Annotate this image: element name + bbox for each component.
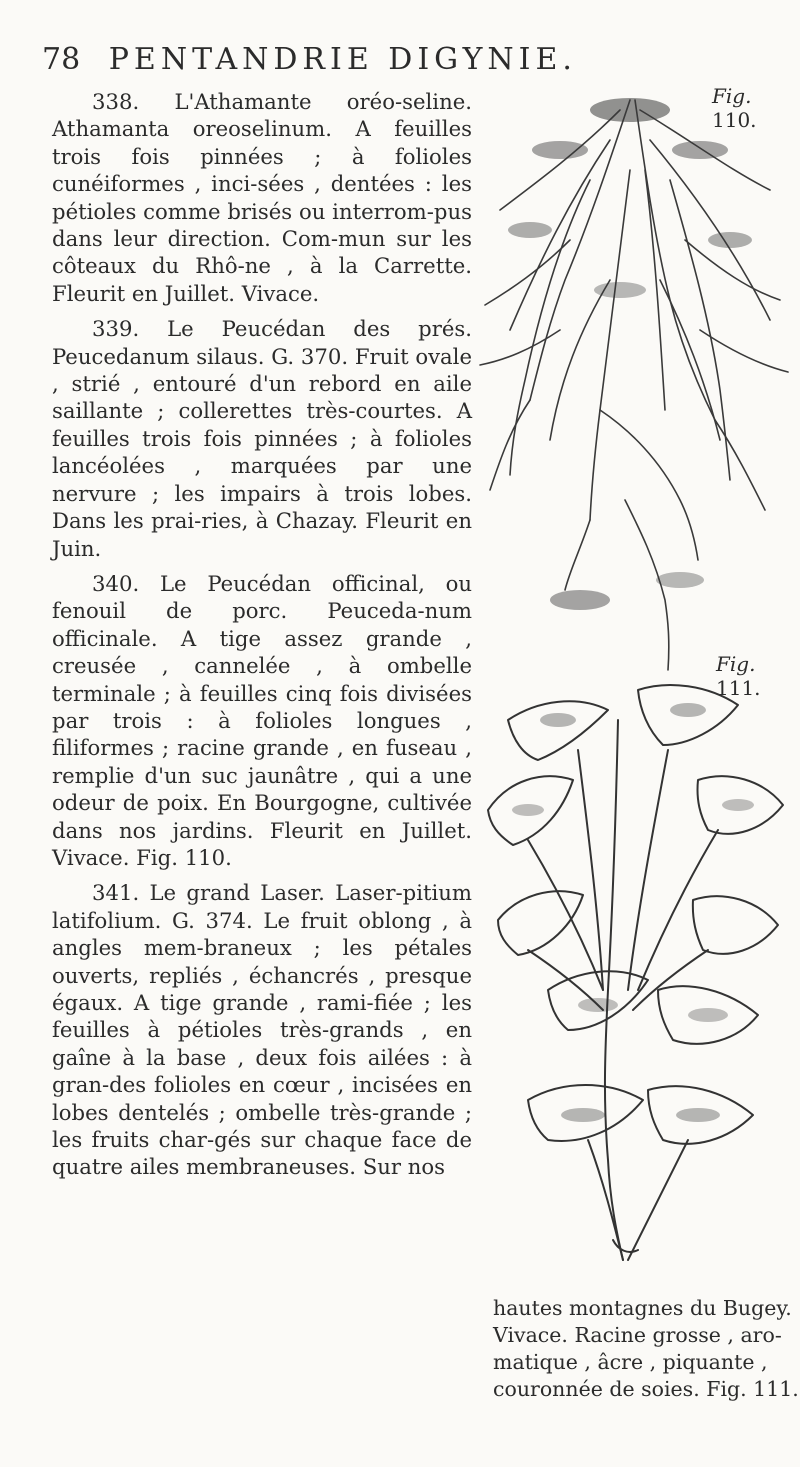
- fig-110-number: 110.: [712, 108, 757, 132]
- running-header: [42, 42, 782, 77]
- caption-line: Vivace. Racine grosse , aro-: [493, 1323, 782, 1347]
- fig-110-prefix: Fig.: [712, 84, 752, 108]
- fig-111-leaves: [488, 685, 783, 1260]
- fig-110-leaves: [480, 100, 788, 670]
- text-column: [52, 88, 472, 1189]
- fig-111-shading: [512, 703, 754, 1122]
- fig-110-illustration: [470, 80, 800, 680]
- entry-341: 341. Le grand Laser. Laser-pitium latifolium. G. 374. Le fruit oblong , à angles mem-braneux ; les pétales ouverts, repliés , échancrés , presque égaux. A tige grande , rami-fiée ; les feuilles à pétioles très-grands , en gaîne à la base , deux fois ailées : à gran-des folioles en cœur , incisées en lobes dentelés ; ombelle très-grande ; les fruits char-gés sur chaque face de quatre ailes membraneuses. Sur nos: [52, 880, 472, 1180]
- caption-line: hautes montagnes du Bugey.: [493, 1296, 792, 1320]
- page-number: 78: [42, 42, 81, 77]
- entry-340: 340. Le Peucédan officinal, ou fenouil de porc. Peuceda-num officinale. A tige assez grande , creusée , cannelée , à ombelle terminale ; à feuilles cinq fois divisées par trois : à folioles longues , filiformes ; racine grande , en fuseau , remplie d'un suc jaunâtre , qui a une odeur de poix. En Bourgogne, cultivée dans nos jardins. Fleurit en Juillet. Vivace. Fig. 110.: [52, 570, 472, 870]
- entry-339: 339. Le Peucédan des prés. Peucedanum silaus. G. 370. Fruit ovale , strié , entouré d'un rebord en aile saillante ; collerettes très-courtes. A feuilles trois fois pinnées ; à folioles lancéolées , marquées par une nervure ; les impairs à trois lobes. Dans les prai-ries, à Chazay. Fleurit en Juin.: [52, 316, 472, 561]
- entry-338: 338. L'Athamante oréo-seline. Athamanta oreoselinum. A feuilles trois fois pinnées ; à folioles cunéiformes , inci-sées , dentées : les pétioles comme brisés ou interrom-pus dans leur direction. Com-mun sur les côteaux du Rhô-ne , à la Carrette. Fleurit en Juillet. Vivace.: [52, 89, 472, 306]
- fig-111-caption: [493, 1295, 799, 1403]
- caption-line: couronnée de soies. Fig. 111.: [493, 1377, 799, 1401]
- running-title: PENTANDRIE DIGYNIE.: [108, 42, 577, 77]
- fig-111-number: 111.: [716, 676, 761, 700]
- fig-111-illustration: [468, 660, 798, 1290]
- fig-111-prefix: Fig.: [716, 652, 756, 676]
- caption-line: matique , âcre , piquante ,: [493, 1350, 768, 1374]
